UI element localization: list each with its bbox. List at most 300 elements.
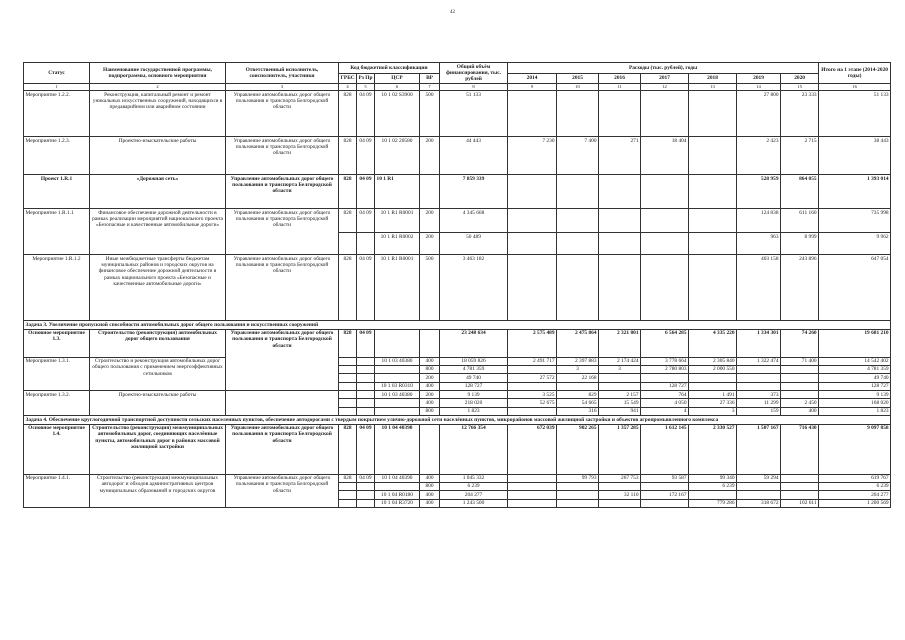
row-y2018: 6 239 <box>689 482 737 490</box>
row-y2020: 23 333 <box>781 91 819 137</box>
row-y2016 <box>599 255 641 321</box>
row-rzpr: 04 09 <box>357 209 375 233</box>
row-y2016: 1 357 285 <box>599 424 641 474</box>
row-status: Мероприятие 1.R.1.1 <box>24 209 90 255</box>
column-number: 12 <box>641 84 689 91</box>
row-y2020: 2 715 <box>781 137 819 175</box>
row-stage-total: 128 727 <box>819 382 891 390</box>
row-total: 49 740 <box>440 374 508 382</box>
row-y2014 <box>508 209 557 233</box>
row-y2016 <box>599 209 641 233</box>
row-grbs: 828 <box>339 209 357 233</box>
row-y2018 <box>689 374 737 382</box>
header-csr: ЦСР <box>375 73 420 84</box>
row-y2017: 18 404 <box>641 137 689 175</box>
row-y2017: 4 <box>641 407 689 415</box>
header-executor: Ответственный исполнитель, соисполнитель, участники <box>226 63 339 84</box>
row-grbs: 828 <box>339 255 357 321</box>
row-y2016 <box>599 499 641 507</box>
row-total: 3 463 182 <box>440 255 508 321</box>
row-stage-total: 735 998 <box>819 209 891 233</box>
column-number: 15 <box>781 84 819 91</box>
row-total: 23 248 634 <box>440 329 508 357</box>
row-name: Строительство (реконструкция) автомобильных дорог общего пользования <box>90 329 226 357</box>
row-csr: 10 1 R1 <box>375 175 420 209</box>
row-y2015 <box>557 233 599 255</box>
row-y2017: 1 612 145 <box>641 424 689 474</box>
row-y2014 <box>508 233 557 255</box>
row-vr: 400 <box>420 357 440 365</box>
header-stage-total: Итого на 1 этапе (2014-2020 годы) <box>819 63 891 84</box>
row-y2016: 32 110 <box>599 491 641 499</box>
row-rzpr: 04 09 <box>357 91 375 137</box>
row-y2014 <box>508 255 557 321</box>
row-status: Мероприятие 1.3.1. <box>24 357 90 391</box>
row-y2019: 318 672 <box>737 499 781 507</box>
row-y2018 <box>689 255 737 321</box>
row-y2015: 829 <box>557 391 599 399</box>
row-y2015: 902 265 <box>557 424 599 474</box>
row-y2019 <box>737 382 781 390</box>
row-status: Основное мероприятие 1.3. <box>24 329 90 357</box>
row-total: 1 243 500 <box>440 499 508 507</box>
row-y2014 <box>508 175 557 209</box>
row-total: 12 766 354 <box>440 424 508 474</box>
column-number: 16 <box>819 84 891 91</box>
row-csr <box>375 407 420 415</box>
header-year-2020: 2020 <box>781 73 819 84</box>
row-y2019: 1 507 167 <box>737 424 781 474</box>
row-y2016 <box>599 382 641 390</box>
row-y2015 <box>557 255 599 321</box>
row-y2016: 3 <box>599 365 641 373</box>
header-total-finance: Общий объём финансирования, тыс. рублей <box>440 63 508 84</box>
row-y2014: 672 039 <box>508 424 557 474</box>
row-vr <box>420 424 440 474</box>
row-csr <box>375 399 420 407</box>
row-executor: Управление автомобильных дорог общего пользования и транспорта Белгородской области <box>226 329 339 391</box>
row-y2020 <box>781 382 819 390</box>
column-number: 4 <box>339 84 357 91</box>
row-y2017 <box>641 255 689 321</box>
row-y2017 <box>641 209 689 233</box>
row-total: 6 239 <box>440 482 508 490</box>
row-y2018: 1 491 <box>689 391 737 399</box>
row-csr: 10 1 04 R0180 <box>375 491 420 499</box>
header-rzpr: Рз Пр <box>357 73 375 84</box>
row-y2018 <box>689 91 737 137</box>
column-number: 10 <box>557 84 599 91</box>
row-y2020 <box>781 482 819 490</box>
row-y2020: 2 450 <box>781 399 819 407</box>
row-y2017 <box>641 233 689 255</box>
row-y2018 <box>689 175 737 209</box>
row-y2018 <box>689 382 737 390</box>
row-total: 204 277 <box>440 491 508 499</box>
budget-table <box>23 62 891 508</box>
row-status: Основное мероприятие 1.4. <box>24 424 90 474</box>
row-stage-total: 1 200 569 <box>819 499 891 507</box>
row-csr: 10 1 02 20580 <box>375 137 420 175</box>
task-3-title: Задача 3. Увеличение пропускной способности автомобильных дорог общего пользования и искусственных сооружений <box>24 321 891 329</box>
row-y2014: 27 572 <box>508 374 557 382</box>
table-row <box>24 209 891 233</box>
row-y2014 <box>508 365 557 373</box>
row-vr: 800 <box>420 482 440 490</box>
column-number: 9 <box>508 84 557 91</box>
row-y2014 <box>508 407 557 415</box>
row-status: Мероприятие 1.4.1. <box>24 474 90 508</box>
row-y2019: 59 294 <box>737 474 781 482</box>
row-y2016 <box>599 233 641 255</box>
row-y2020 <box>781 374 819 382</box>
table-row <box>24 137 891 175</box>
row-y2019: 528 959 <box>737 175 781 209</box>
row-executor: Управление автомобильных дорог общего пользования и транспорта Белгородской области <box>226 175 339 209</box>
row-y2019: 11 299 <box>737 399 781 407</box>
row-y2015 <box>557 499 599 507</box>
row-y2018 <box>689 233 737 255</box>
row-y2016 <box>599 91 641 137</box>
row-status: Мероприятие 1.3.2. <box>24 391 90 416</box>
row-y2017 <box>641 374 689 382</box>
row-executor: Управление автомобильных дорог общего пользования и транспорта Белгородской области <box>226 424 339 474</box>
row-y2019: 2 423 <box>737 137 781 175</box>
row-status: Мероприятие 1.R.1.2 <box>24 255 90 321</box>
row-name: Финансовое обеспечение дорожной деятельности в рамках реализации мероприятий национального проекта «Безопасные и качественные автомобильные дороги» <box>90 209 226 255</box>
row-y2020: 611 160 <box>781 209 819 233</box>
row-y2015 <box>557 482 599 490</box>
row-vr <box>420 175 440 209</box>
row-y2014: 52 675 <box>508 399 557 407</box>
row-total: 18 059 826 <box>440 357 508 365</box>
row-vr: 200 <box>420 233 440 255</box>
column-number: 2 <box>90 84 226 91</box>
row-y2020 <box>781 491 819 499</box>
row-name: Строительство и реконструкция автомобильных дорог общего пользования с применением энергоэффективных сетильников <box>90 357 226 391</box>
row-vr: 200 <box>420 374 440 382</box>
row-grbs: 828 <box>339 137 357 175</box>
row-y2018: 2 330 527 <box>689 424 737 474</box>
column-number: 1 <box>24 84 90 91</box>
row-y2018: 27 336 <box>689 399 737 407</box>
row-y2017: 3 778 664 <box>641 357 689 365</box>
row-name: «Дорожная сеть» <box>90 175 226 209</box>
row-name: Проектно-изыскательские работы <box>90 137 226 175</box>
row-y2015 <box>557 175 599 209</box>
row-total: 4 345 668 <box>440 209 508 233</box>
row-y2017: 4 050 <box>641 399 689 407</box>
row-y2019: 124 838 <box>737 209 781 233</box>
table-row <box>24 474 891 482</box>
column-number: 14 <box>737 84 781 91</box>
row-vr: 200 <box>420 209 440 233</box>
row-y2019: 1 334 301 <box>737 329 781 357</box>
row-y2019 <box>737 374 781 382</box>
row-y2016: 2 174 424 <box>599 357 641 365</box>
row-csr: 10 1 R1 R0001 <box>375 255 420 321</box>
table-row <box>24 91 891 137</box>
row-y2017 <box>641 91 689 137</box>
header-status: Статус <box>24 63 90 84</box>
row-total: 44 443 <box>440 137 508 175</box>
row-y2015: 2 475 864 <box>557 329 599 357</box>
row-y2015 <box>557 91 599 137</box>
row-y2014: 7 230 <box>508 137 557 175</box>
row-total: 9 139 <box>440 391 508 399</box>
row-total: 7 859 339 <box>440 175 508 209</box>
row-y2018: 2 000 550 <box>689 365 737 373</box>
row-grbs: 828 <box>339 474 357 482</box>
row-y2015: 7 400 <box>557 137 599 175</box>
row-y2017: 764 <box>641 391 689 399</box>
column-number: 8 <box>440 84 508 91</box>
column-number: 5 <box>357 84 375 91</box>
row-y2019 <box>737 491 781 499</box>
row-status: Мероприятие 1.2.3. <box>24 137 90 175</box>
row-status: Проект 1.R.1 <box>24 175 90 209</box>
row-stage-total: 619 767 <box>819 474 891 482</box>
row-grbs: 828 <box>339 329 357 357</box>
row-y2016: 2 321 801 <box>599 329 641 357</box>
row-vr: 500 <box>420 255 440 321</box>
row-y2016: 2 157 <box>599 391 641 399</box>
header-year-2014: 2014 <box>508 73 557 84</box>
header-name: Наименование государственной программы, подпрограммы, основного мероприятия <box>90 63 226 84</box>
row-y2016 <box>599 482 641 490</box>
row-y2019 <box>737 365 781 373</box>
row-y2014: 2 491 717 <box>508 357 557 365</box>
row-y2015: 54 665 <box>557 399 599 407</box>
row-csr: 10 1 03 40380 <box>375 391 420 399</box>
row-y2015: 99 793 <box>557 474 599 482</box>
row-csr: 10 1 R1 R0001 <box>375 209 420 233</box>
row-y2020: 74 260 <box>781 329 819 357</box>
row-vr: 400 <box>420 399 440 407</box>
row-rzpr: 04 09 <box>357 329 375 357</box>
table-row <box>24 391 891 399</box>
task-row <box>24 321 891 329</box>
row-executor: Управление автомобильных дорог общего пользования и транспорта Белгородской области <box>226 137 339 175</box>
row-stage-total: 6 239 <box>819 482 891 490</box>
row-y2018 <box>689 491 737 499</box>
header-year-2016: 2016 <box>599 73 641 84</box>
header-expenses-group: Расходы (тыс. рублей), годы <box>508 63 819 74</box>
row-csr <box>375 374 420 382</box>
column-number: 3 <box>226 84 339 91</box>
column-number-row <box>24 84 891 91</box>
row-vr <box>420 329 440 357</box>
row-y2017: 2 780 803 <box>641 365 689 373</box>
row-vr: 500 <box>420 91 440 137</box>
row-y2017: 93 587 <box>641 474 689 482</box>
row-y2017: 128 727 <box>641 382 689 390</box>
row-stage-total: 9 097 858 <box>819 424 891 474</box>
row-csr <box>375 482 420 490</box>
row-y2018 <box>689 209 737 233</box>
row-y2019: 373 <box>737 391 781 399</box>
row-stage-total: 204 277 <box>819 491 891 499</box>
row-y2018: 2 305 840 <box>689 357 737 365</box>
row-csr <box>375 365 420 373</box>
row-csr: 10 1 02 S3900 <box>375 91 420 137</box>
row-total: 51 133 <box>440 91 508 137</box>
row-y2016: 267 753 <box>599 474 641 482</box>
row-y2014 <box>508 499 557 507</box>
row-y2020: 71 400 <box>781 357 819 365</box>
row-total: 4 781 359 <box>440 365 508 373</box>
row-total: 218 020 <box>440 399 508 407</box>
column-number: 7 <box>420 84 440 91</box>
row-stage-total: 9 139 <box>819 391 891 399</box>
row-vr: 400 <box>420 382 440 390</box>
row-y2020: 243 896 <box>781 255 819 321</box>
row-name: Иные межбюджетные трансферты бюджетам муниципальных районов и городских округов на финансовое обеспечение дорожной деятельности в рамках национального проекта «Безопасные и качественные автомобильные дороги» <box>90 255 226 321</box>
row-y2016: 15 549 <box>599 399 641 407</box>
row-stage-total: 49 740 <box>819 374 891 382</box>
row-y2015: 316 <box>557 407 599 415</box>
row-y2018: 4 335 220 <box>689 329 737 357</box>
row-csr: 10 1 R1 R0002 <box>375 233 420 255</box>
row-y2018 <box>689 137 737 175</box>
row-y2017 <box>641 175 689 209</box>
row-total: 1 045 332 <box>440 474 508 482</box>
row-csr: 10 1 03 R0310 <box>375 382 420 390</box>
row-vr: 200 <box>420 137 440 175</box>
row-stage-total: 4 781 359 <box>819 365 891 373</box>
row-rzpr: 04 09 <box>357 474 375 482</box>
page-number: 42 <box>450 10 455 15</box>
row-y2020: 8 999 <box>781 233 819 255</box>
row-y2014: 2 575 489 <box>508 329 557 357</box>
row-executor: Управление автомобильных дорог общего пользования и транспорта Белгородской области <box>226 255 339 321</box>
task-4-title: Задача 4. Обеспечение круглогодичной транспортной доступности сельских населенных пунктов, обеспечение автодорогами с твердым покрытием улично-дорожной сети населённых пунктов, микрорайонов массовой жилищной застройки и объектов агропромышленного комплекса <box>24 416 891 424</box>
table-row <box>24 255 891 321</box>
row-vr: 400 <box>420 499 440 507</box>
row-stage-total: 168 020 <box>819 399 891 407</box>
row-y2014 <box>508 91 557 137</box>
row-y2014 <box>508 474 557 482</box>
row-y2019: 963 <box>737 233 781 255</box>
row-y2016 <box>599 374 641 382</box>
row-y2020: 864 055 <box>781 175 819 209</box>
row-y2020 <box>781 365 819 373</box>
row-vr: 800 <box>420 365 440 373</box>
table-row <box>24 329 891 357</box>
row-y2019: 27 800 <box>737 91 781 137</box>
row-y2016: 941 <box>599 407 641 415</box>
row-stage-total: 1 823 <box>819 407 891 415</box>
row-y2018: 3 <box>689 407 737 415</box>
header-year-2019: 2019 <box>737 73 781 84</box>
row-vr: 400 <box>420 474 440 482</box>
row-y2017 <box>641 482 689 490</box>
column-number: 13 <box>689 84 737 91</box>
row-y2020: 400 <box>781 407 819 415</box>
row-y2014 <box>508 382 557 390</box>
table-row <box>24 357 891 365</box>
task-row <box>24 416 891 424</box>
row-stage-total: 1 393 014 <box>819 175 891 209</box>
header-code-group: Код бюджетной классификации <box>339 63 440 74</box>
row-executor: Управление автомобильных дорог общего пользования и транспорта Белгородской области <box>226 474 339 508</box>
row-y2019: 403 158 <box>737 255 781 321</box>
column-number: 6 <box>375 84 420 91</box>
row-stage-total: 51 133 <box>819 91 891 137</box>
row-y2016: 271 <box>599 137 641 175</box>
header-vr: ВР <box>420 73 440 84</box>
row-executor: Управление автомобильных дорог общего пользования и транспорта Белгородской области <box>226 91 339 137</box>
row-grbs: 828 <box>339 424 357 474</box>
row-y2015 <box>557 491 599 499</box>
row-name: Строительство (реконструкция) межмуниципальных автомобильных дорог, соединяющих населённые пункты, автомобильных дорог в районах массовой жилищной застройки <box>90 424 226 474</box>
row-name: Строительство (реконструкция) межмуниципальных автодорог и обходов административных центров муниципальных образований и городских округов <box>90 474 226 508</box>
header-year-2015: 2015 <box>557 73 599 84</box>
row-stage-total: 19 681 210 <box>819 329 891 357</box>
row-name: Проектно-изыскательские работы <box>90 391 226 416</box>
header-grbs: ГРБС <box>339 73 357 84</box>
row-y2015: 2 397 883 <box>557 357 599 365</box>
row-y2020 <box>781 474 819 482</box>
row-total: 1 823 <box>440 407 508 415</box>
row-y2015: 3 <box>557 365 599 373</box>
row-y2014 <box>508 491 557 499</box>
row-y2014 <box>508 482 557 490</box>
row-y2015 <box>557 382 599 390</box>
header-year-2017: 2017 <box>641 73 689 84</box>
row-csr: 10 1 04 R3720 <box>375 499 420 507</box>
row-y2017: 6 564 285 <box>641 329 689 357</box>
table-row <box>24 424 891 474</box>
row-y2016 <box>599 175 641 209</box>
row-y2019: 159 <box>737 407 781 415</box>
row-y2017 <box>641 499 689 507</box>
row-total: 128 727 <box>440 382 508 390</box>
row-grbs: 828 <box>339 91 357 137</box>
row-stage-total: 14 542 402 <box>819 357 891 365</box>
row-y2015: 22 168 <box>557 374 599 382</box>
row-y2017: 172 167 <box>641 491 689 499</box>
row-csr <box>375 329 420 357</box>
row-csr: 10 1 04 40390 <box>375 424 420 474</box>
column-number: 11 <box>599 84 641 91</box>
row-rzpr: 04 09 <box>357 175 375 209</box>
table-row <box>24 175 891 209</box>
row-y2020: 716 430 <box>781 424 819 474</box>
row-name: Реконструкция, капитальный ремонт и ремонт уникальных искусственных сооружений, находящихся в предаварийном или аварийном состоянии <box>90 91 226 137</box>
row-rzpr: 04 09 <box>357 424 375 474</box>
row-grbs: 828 <box>339 175 357 209</box>
row-y2020 <box>781 391 819 399</box>
row-csr: 10 1 04 40390 <box>375 474 420 482</box>
row-status: Мероприятие 1.2.2. <box>24 91 90 137</box>
row-rzpr: 04 09 <box>357 255 375 321</box>
row-y2018: 779 286 <box>689 499 737 507</box>
row-stage-total: 9 962 <box>819 233 891 255</box>
row-vr: 800 <box>420 407 440 415</box>
row-y2014: 3 525 <box>508 391 557 399</box>
row-y2018: 99 340 <box>689 474 737 482</box>
row-y2020: 102 611 <box>781 499 819 507</box>
header-year-2018: 2018 <box>689 73 737 84</box>
row-y2019: 1 322 474 <box>737 357 781 365</box>
row-vr: 200 <box>420 391 440 399</box>
row-csr: 10 1 03 40380 <box>375 357 420 365</box>
row-stage-total: 647 054 <box>819 255 891 321</box>
row-stage-total: 38 443 <box>819 137 891 175</box>
row-rzpr: 04 09 <box>357 137 375 175</box>
row-executor: Управление автомобильных дорог общего пользования и транспорта Белгородской области <box>226 209 339 255</box>
